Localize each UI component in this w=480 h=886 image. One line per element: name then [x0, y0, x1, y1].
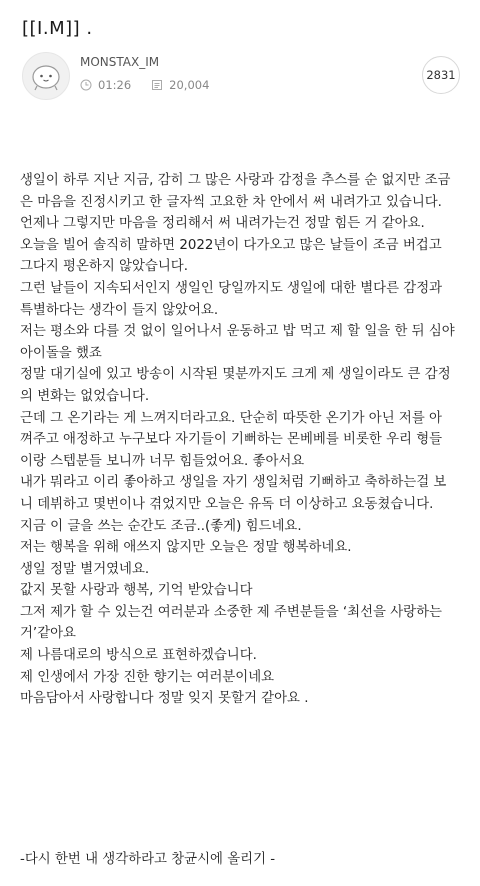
clock-icon	[80, 79, 92, 91]
body-line: 니 데뷔하고 몇번이나 겪었지만 오늘은 유독 더 이상하고 요동쳤습니다.	[20, 496, 434, 512]
body-line: 껴주고 애정하고 누구보다 자기들이 기뻐하는 몬베베를 비롯한 우리 형들	[20, 432, 443, 448]
avatar-character-icon	[23, 53, 69, 99]
body-line: 생일 정말 별거였네요.	[20, 561, 150, 577]
body-line: 아이돌을 했죠	[20, 345, 102, 361]
body-line: 언제나 그렇지만 마음을 정리해서 써 내려가는건 정말 힘든 거 같아요.	[20, 216, 425, 232]
body-line: 그런 날들이 지속되서인지 생일인 당일까지도 생일에 대한 별다른 감정과	[20, 280, 443, 296]
body-line: 지금 이 글을 쓰는 순간도 조금..(좋게) 힘드네요.	[20, 518, 302, 534]
body-line: 그저 제가 할 수 있는건 여러분과 소중한 제 주변분들을 ‘최선을 사랑하는	[20, 604, 442, 620]
body-line: 특별하다는 생각이 들지 않았어요.	[20, 302, 219, 318]
avatar[interactable]	[22, 52, 70, 100]
body-line: 마음담아서 사랑합니다 정말 잊지 못할거 같아요 .	[20, 691, 309, 707]
post-meta	[80, 78, 209, 92]
body-line: 생일이 하루 지난 지금, 감히 그 많은 사랑과 감정을 추스를 순 없지만 조금	[20, 173, 451, 188]
body-line: 내가 뭐라고 이리 좋아하고 생일을 자기 생일처럼 기뻐하고 축하하는걸 보	[20, 475, 447, 491]
body-line: 그다지 평온하지 않았습니다.	[20, 259, 188, 275]
body-line: 제 나름대로의 방식으로 표현하겠습니다.	[20, 648, 257, 664]
body-line: 근데 그 온기라는 게 느껴지더라고요. 단순히 따뜻한 온기가 아닌 저를 아	[20, 410, 442, 426]
body-line: 이랑 스텝분들 보니까 너무 힘들었어요. 좋아서요	[20, 453, 305, 469]
views-icon	[151, 79, 163, 91]
post-time: 01:26	[98, 78, 132, 92]
post-title: [[I.M]] .	[22, 18, 93, 39]
comment-count-badge[interactable]: 2831	[422, 56, 460, 94]
body-line: 값지 못할 사랑과 행복, 기억 받았습니다	[20, 583, 253, 599]
body-line: 제 인생에서 가장 진한 향기는 여러분이네요	[20, 669, 275, 685]
body-line: 저는 평소와 다를 것 없이 일어나서 운동하고 밥 먹고 제 할 일을 한 뒤 심야	[20, 324, 455, 340]
post-body	[20, 170, 468, 710]
body-line: 오늘을 빌어 솔직히 말하면 2022년이 다가오고 많은 날들이 조금 버겁고	[20, 237, 442, 253]
view-count: 20,004	[169, 78, 210, 92]
body-line: 의 변화는 없었습니다.	[20, 388, 150, 404]
body-line: 은 마음을 진정시키고 한 글자씩 고요한 차 안에서 써 내려가고 있습니다.	[20, 194, 442, 210]
author-name[interactable]: MONSTAX_IM	[80, 55, 160, 69]
body-line: 정말 대기실에 있고 방송이 시작된 몇분까지도 크게 제 생일이라도 큰 감정	[20, 367, 451, 383]
post-footer: -다시 한번 내 생각하라고 창균시에 올리기 -	[20, 852, 276, 867]
author-row	[22, 52, 462, 102]
body-line: 저는 행복을 위해 애쓰지 않지만 오늘은 정말 행복하네요.	[20, 540, 352, 556]
body-line: 거’같아요	[20, 626, 76, 642]
